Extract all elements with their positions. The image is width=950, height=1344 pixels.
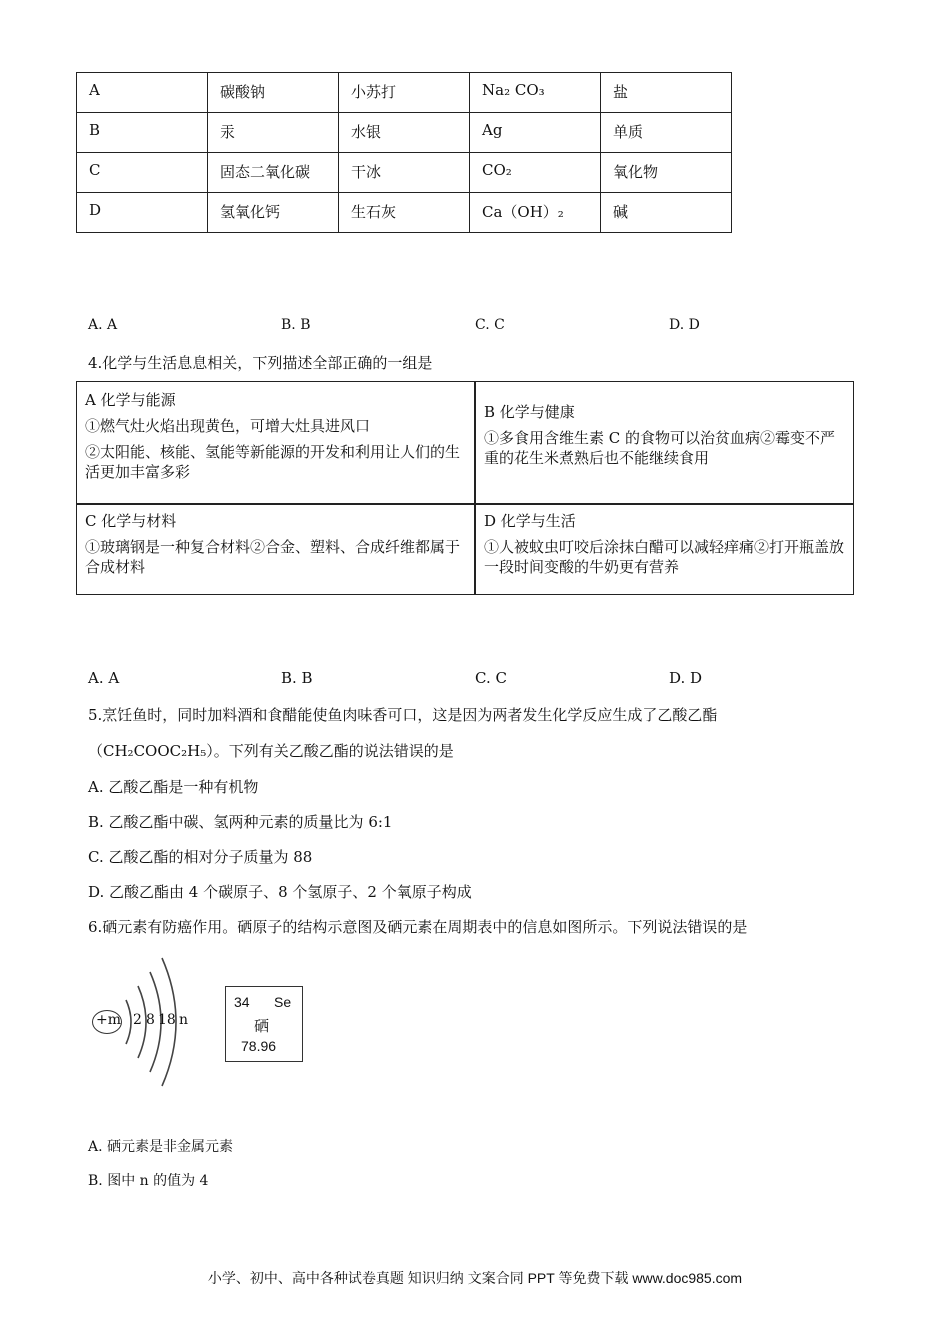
atom-structure-diagram bbox=[88, 948, 198, 1096]
grid-cell-a bbox=[77, 384, 474, 503]
table-row bbox=[77, 113, 732, 153]
table-cell: Ag bbox=[470, 113, 601, 153]
cell-line: ②太阳能、核能、氢能等新能源的开发和利用让人们的生活更加丰富多彩 bbox=[85, 443, 461, 481]
substance-table bbox=[76, 72, 732, 233]
nucleus-label: +m bbox=[96, 1012, 122, 1028]
q4-option-b[interactable]: B. B bbox=[281, 669, 313, 687]
atomic-mass: 78.96 bbox=[241, 1038, 277, 1054]
table-cell: 汞 bbox=[208, 113, 339, 153]
cell-title: B 化学与健康 bbox=[484, 403, 575, 421]
table-cell: 生石灰 bbox=[339, 193, 470, 233]
cell-line: ①多食用含维生素 C 的食物可以治贫血病②霉变不严重的花生米煮熟后也不能继续食用 bbox=[484, 429, 836, 467]
cell-title: C 化学与材料 bbox=[85, 512, 177, 530]
table-row bbox=[77, 193, 732, 233]
q3-option-d[interactable]: D. D bbox=[669, 317, 700, 333]
table-cell: 单质 bbox=[601, 113, 732, 153]
q4-option-c[interactable]: C. C bbox=[475, 669, 507, 687]
table-cell: 氢氧化钙 bbox=[208, 193, 339, 233]
cell-line: ①人被蚊虫叮咬后涂抹白醋可以减轻痒痛②打开瓶盖放一段时间变酸的牛奶更有营养 bbox=[484, 538, 845, 576]
cell-line: ①玻璃钢是一种复合材料②合金、塑料、合成纤维都属于合成材料 bbox=[85, 538, 461, 576]
table-cell: Ca（OH）₂ bbox=[470, 193, 601, 233]
q4-option-grid bbox=[76, 381, 854, 595]
q3-option-b[interactable]: B. B bbox=[281, 317, 311, 333]
q4-option-a[interactable]: A. A bbox=[88, 669, 120, 687]
q5-stem-line2: （CH₂COOC₂H₅）。下列有关乙酸乙酯的说法错误的是 bbox=[88, 742, 454, 760]
shell-count: n bbox=[179, 1012, 189, 1028]
q6-stem: 6.硒元素有防癌作用。硒原子的结构示意图及硒元素在周期表中的信息如图所示。下列说法错误的是 bbox=[88, 918, 748, 936]
element-symbol: Se bbox=[274, 994, 292, 1010]
table-cell: 水银 bbox=[339, 113, 470, 153]
element-name: 硒 bbox=[254, 1017, 270, 1035]
shell-count: 8 bbox=[146, 1012, 155, 1028]
q3-option-c[interactable]: C. C bbox=[475, 317, 505, 333]
table-cell: 氧化物 bbox=[601, 153, 732, 193]
table-cell: A bbox=[77, 73, 208, 113]
shell-count: 18 bbox=[158, 1012, 176, 1028]
q4-stem: 4.化学与生活息息相关，下列描述全部正确的一组是 bbox=[88, 354, 433, 372]
grid-cell-c bbox=[77, 505, 474, 595]
table-cell: Na₂ CO₃ bbox=[470, 73, 601, 113]
table-cell: 盐 bbox=[601, 73, 732, 113]
q5-stem-line1: 5.烹饪鱼时，同时加料酒和食醋能使鱼肉味香可口，这是因为两者发生化学反应生成了乙酸乙酯 bbox=[88, 706, 718, 724]
q5-option-a[interactable]: A. 乙酸乙酯是一种有机物 bbox=[88, 778, 259, 796]
table-cell: CO₂ bbox=[470, 153, 601, 193]
table-cell: 小苏打 bbox=[339, 73, 470, 113]
cell-line: ①燃气灶火焰出现黄色，可增大灶具进风口 bbox=[85, 417, 371, 435]
table-cell: 碳酸钠 bbox=[208, 73, 339, 113]
q6-option-a[interactable]: A. 硒元素是非金属元素 bbox=[88, 1139, 234, 1155]
q6-option-b[interactable]: B. 图中 n 的值为 4 bbox=[88, 1173, 209, 1189]
q5-option-d[interactable]: D. 乙酸乙酯由 4 个碳原子、8 个氢原子、2 个氧原子构成 bbox=[88, 883, 472, 901]
periodic-table-cell bbox=[225, 986, 303, 1062]
atomic-number: 34 bbox=[234, 994, 250, 1010]
cell-title: A 化学与能源 bbox=[85, 391, 176, 409]
q5-option-c[interactable]: C. 乙酸乙酯的相对分子质量为 88 bbox=[88, 848, 313, 866]
table-cell: 碱 bbox=[601, 193, 732, 233]
table-cell: D bbox=[77, 193, 208, 233]
shell-count: 2 bbox=[133, 1012, 142, 1028]
table-cell: 固态二氧化碳 bbox=[208, 153, 339, 193]
grid-cell-d bbox=[476, 505, 853, 595]
cell-title: D 化学与生活 bbox=[484, 512, 576, 530]
q3-option-a[interactable]: A. A bbox=[88, 317, 118, 333]
table-cell: C bbox=[77, 153, 208, 193]
table-cell: 干冰 bbox=[339, 153, 470, 193]
page-footer: 小学、初中、高中各种试卷真题 知识归纳 文案合同 PPT 等免费下载 www.doc985.com bbox=[207, 1270, 743, 1286]
table-row bbox=[77, 73, 732, 113]
q4-option-d[interactable]: D. D bbox=[669, 669, 703, 687]
table-cell: B bbox=[77, 113, 208, 153]
table-row bbox=[77, 153, 732, 193]
grid-cell-b bbox=[476, 396, 853, 503]
q5-option-b[interactable]: B. 乙酸乙酯中碳、氢两种元素的质量比为 6:1 bbox=[88, 813, 393, 831]
